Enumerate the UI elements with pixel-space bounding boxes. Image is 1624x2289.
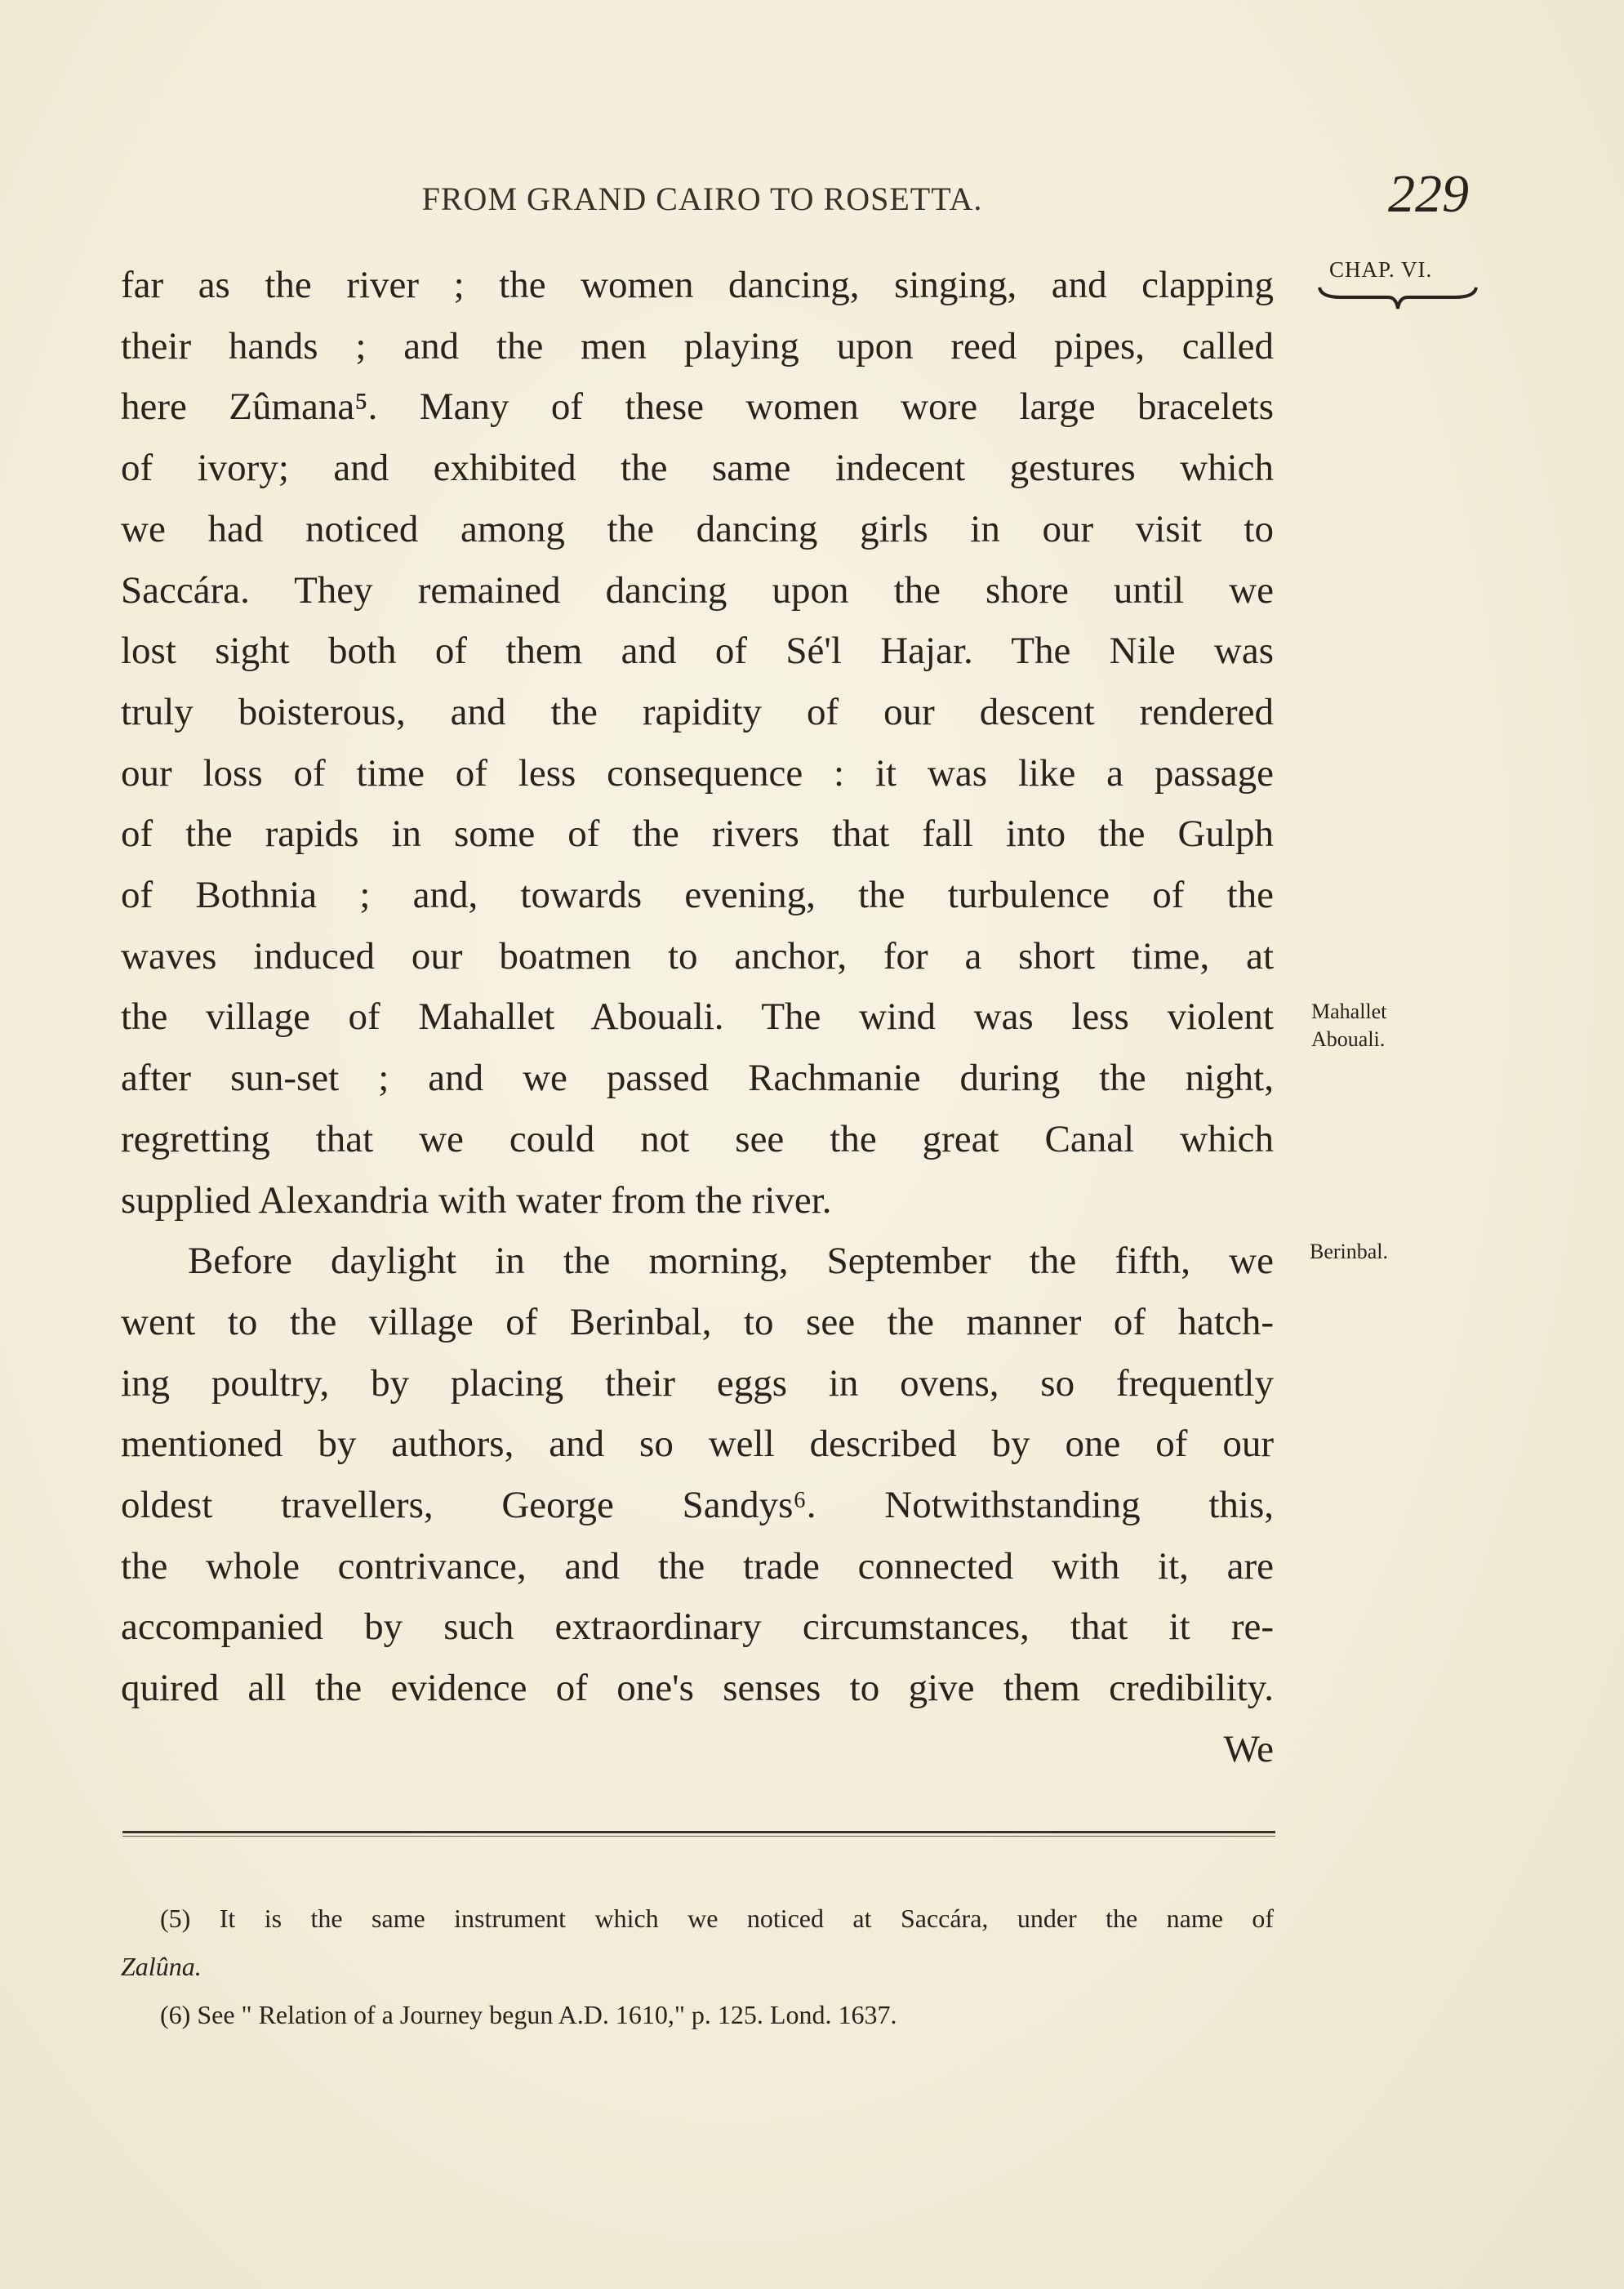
- text-line: went to the village of Berinbal, to see the manner of hatch-: [121, 1300, 1274, 1343]
- footnote-rule: [122, 1831, 1275, 1833]
- text-line: far as the river ; the women dancing, singing, and clapping: [121, 264, 1274, 306]
- text-line: of the rapids in some of the rivers that fall into the Gulph: [121, 813, 1274, 856]
- text-line: regretting that we could not see the great Canal which: [121, 1117, 1274, 1160]
- text-line: mentioned by authors, and so well described by one of our: [121, 1423, 1274, 1466]
- text-line: lost sight both of them and of Sé'l Hajar. The Nile was: [121, 630, 1274, 673]
- footnote-5-continued: Zalûna.: [121, 1952, 202, 1981]
- margin-note-line: Mahallet: [1311, 1000, 1387, 1023]
- text-line: Saccára. They remained dancing upon the shore until we: [121, 568, 1274, 612]
- running-title: FROM GRAND CAIRO TO ROSETTA.: [421, 180, 983, 217]
- text-line: quired all the evidence of one's senses to give them credibility.: [121, 1667, 1274, 1710]
- text-line: after sun-set ; and we passed Rachmanie during the night,: [121, 1057, 1274, 1100]
- text-line: their hands ; and the men playing upon reed pipes, called: [121, 324, 1274, 367]
- text-line: of Bothnia ; and, towards evening, the turbulence of the: [121, 874, 1274, 917]
- margin-note-mahallet: [1311, 998, 1386, 1053]
- text-line: of ivory; and exhibited the same indecent gestures which: [121, 447, 1274, 490]
- footnotes: [121, 1895, 1274, 2039]
- text-line: the whole contrivance, and the trade connected with it, are: [121, 1544, 1274, 1588]
- text-line: here Zûmana⁵. Many of these women wore large bracelets: [121, 385, 1274, 429]
- text-line: waves induced our boatmen to anchor, for a short time, at: [121, 934, 1274, 978]
- chapter-label: CHAP. VI.: [1329, 257, 1433, 282]
- footnote-rule-thin: [122, 1836, 1275, 1837]
- page-number: 229: [1388, 164, 1469, 224]
- text-line: ing poultry, by placing their eggs in ovens, so frequently: [121, 1361, 1274, 1405]
- margin-note-berinbal: Berinbal.: [1310, 1240, 1389, 1263]
- catchword: We: [1223, 1727, 1274, 1770]
- footnote-6: (6) See " Relation of a Journey begun A.D. 1610," p. 125. Lond. 1637.: [160, 2000, 897, 2029]
- main-text: [121, 255, 1274, 1780]
- text-line: oldest travellers, George Sandys⁶. Notwithstanding this,: [121, 1484, 1274, 1527]
- chapter-brace-icon: [1316, 286, 1479, 315]
- text-line: the village of Mahallet Abouali. The wind was less violent: [121, 995, 1274, 1039]
- text-line: accompanied by such extraordinary circumstances, that it re-: [121, 1605, 1274, 1649]
- text-line: supplied Alexandria with water from the river.: [121, 1178, 832, 1222]
- text-line: we had noticed among the dancing girls in our visit to: [121, 507, 1274, 550]
- footnote-5: (5) It is the same instrument which we noticed at Saccára, under the name of: [160, 1904, 1274, 1933]
- text-line: truly boisterous, and the rapidity of our descent rendered: [121, 690, 1274, 733]
- text-line: Before daylight in the morning, September the fifth, we: [188, 1240, 1274, 1283]
- text-line: our loss of time of less consequence : it was like a passage: [121, 751, 1274, 795]
- margin-note-line: Abouali.: [1311, 1027, 1386, 1051]
